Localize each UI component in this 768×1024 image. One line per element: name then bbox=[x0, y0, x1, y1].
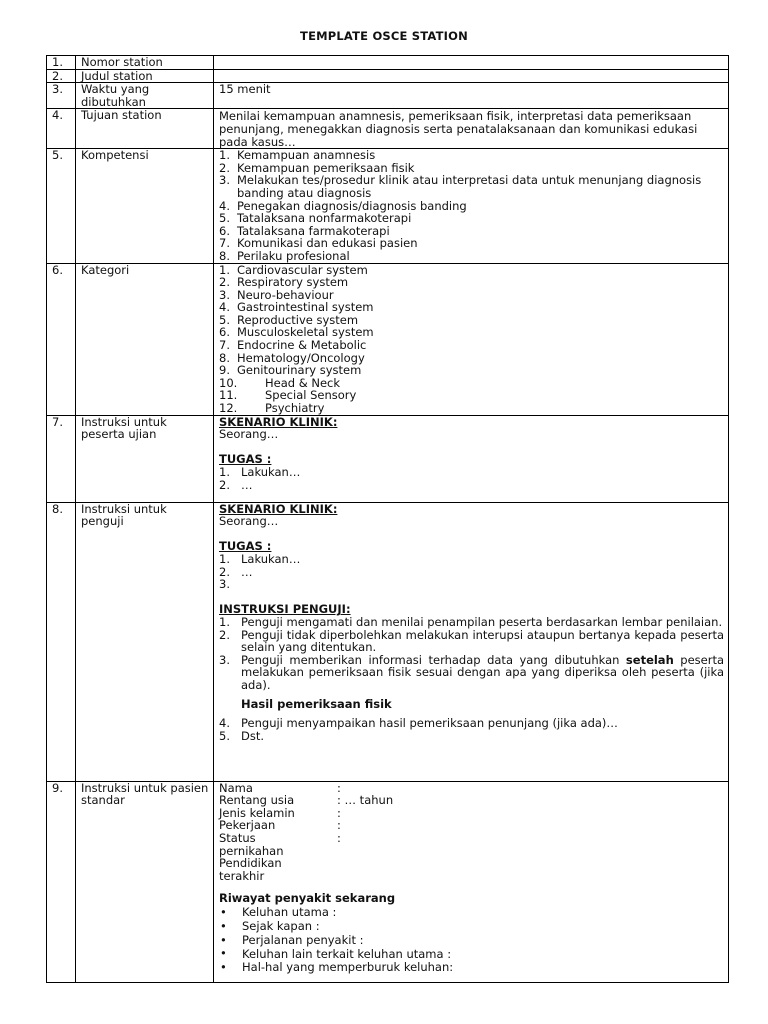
riwayat-list bbox=[219, 905, 724, 974]
field-rentang-usia: Rentang usia : … tahun bbox=[219, 793, 394, 808]
list-item: 4. Penegakan diagnosis/diagnosis banding bbox=[219, 198, 467, 213]
row-label: Waktu yang dibutuhkan bbox=[76, 83, 214, 109]
row-label: Tujuan station bbox=[76, 109, 214, 149]
list-item: 5. Dst. bbox=[219, 728, 265, 743]
list-item: 2. Kemampuan pemeriksaan fisik bbox=[219, 160, 415, 175]
row-value bbox=[214, 149, 729, 263]
row-number: 3. bbox=[47, 83, 76, 109]
row-value: 15 menit bbox=[214, 83, 729, 109]
tugas-list bbox=[219, 466, 724, 491]
field-pekerjaan: Pekerjaan : bbox=[219, 818, 341, 833]
list-item: • Keluhan lain terkait keluhan utama : bbox=[220, 946, 452, 961]
row-label: Judul station bbox=[76, 69, 214, 83]
table-row-instruksi-peserta bbox=[47, 415, 729, 502]
table-row-judul-station bbox=[47, 69, 729, 83]
list-item: 1. Penguji mengamati dan menilai penampilan peserta berdasarkan lembar penilaian. bbox=[219, 614, 723, 629]
skenario-text: Seorang… bbox=[219, 427, 279, 442]
list-item: • Hal-hal yang memperburuk keluhan: bbox=[220, 960, 454, 975]
row-number: 1. bbox=[47, 56, 76, 70]
kompetensi-list bbox=[219, 149, 724, 262]
list-item: 1. Lakukan… bbox=[219, 465, 301, 479]
list-item: • Keluhan utama : bbox=[220, 904, 337, 920]
row-number: 2. bbox=[47, 69, 76, 83]
list-item: 8. Hematology/Oncology bbox=[219, 350, 365, 365]
tugas-list bbox=[219, 553, 724, 591]
table-row-nomor-station bbox=[47, 56, 729, 70]
field-pendidikan: Pendidikan terakhir bbox=[219, 856, 282, 883]
list-item: 6. Tatalaksana farmakoterapi bbox=[219, 223, 390, 238]
table-row-instruksi-penguji bbox=[47, 502, 729, 781]
list-item: 11. Special Sensory bbox=[219, 388, 357, 403]
row-number: 4. bbox=[47, 109, 76, 149]
hasil-pemeriksaan-heading: Hasil pemeriksaan fisik bbox=[241, 696, 392, 711]
list-item: 2. … bbox=[219, 477, 253, 492]
document-title: TEMPLATE OSCE STATION bbox=[300, 29, 468, 43]
list-item: 5. Reproductive system bbox=[219, 312, 359, 327]
list-item: 3. bbox=[219, 577, 230, 592]
list-item: 8. Perilaku profesional bbox=[219, 248, 350, 263]
row-value bbox=[214, 781, 729, 982]
table-row-instruksi-pasien bbox=[47, 781, 729, 982]
row-number: 8. bbox=[47, 502, 76, 781]
instruksi-penguji-heading: INSTRUKSI PENGUJI: bbox=[219, 602, 351, 617]
list-item: 3. Melakukan tes/prosedur klinik atau interpretasi data untuk menunjang diagnosis banding atau diagnosis bbox=[219, 173, 702, 200]
row-label: Kategori bbox=[76, 263, 214, 415]
skenario-heading: SKENARIO KLINIK: bbox=[219, 501, 338, 516]
skenario-text: Seorang… bbox=[219, 514, 279, 529]
list-item: 4. Penguji menyampaikan hasil pemeriksaan penunjang (jika ada)… bbox=[219, 716, 618, 731]
row-number: 5. bbox=[47, 149, 76, 263]
row-number: 6. bbox=[47, 263, 76, 415]
row-value bbox=[214, 69, 729, 83]
row-value: Menilai kemampuan anamnesis, pemeriksaan fisik, interpretasi data pemeriksaan penunjang, menegakkan diagnosis serta penatalaksanaan dan komunikasi edukasi pada kasus… bbox=[214, 109, 729, 149]
osce-station-table bbox=[46, 55, 729, 983]
list-item: 7. Komunikasi dan edukasi pasien bbox=[219, 236, 418, 251]
list-item: 7. Endocrine & Metabolic bbox=[219, 338, 367, 353]
table-row-kategori bbox=[47, 263, 729, 415]
list-item: 2. … bbox=[219, 564, 253, 579]
table-row-kompetensi bbox=[47, 149, 729, 263]
list-item: • Sejak kapan : bbox=[220, 918, 320, 933]
field-jenis-kelamin: Jenis kelamin : bbox=[219, 805, 341, 820]
list-item: 5. Tatalaksana nonfarmakoterapi bbox=[219, 211, 412, 226]
list-item: 12. Psychiatry bbox=[219, 401, 325, 416]
list-item: 10. Head & Neck bbox=[219, 375, 341, 390]
field-nama: Nama : bbox=[219, 780, 341, 795]
field-status-pernikahan: Status pernikahan : bbox=[219, 831, 341, 858]
kategori-list bbox=[219, 264, 724, 415]
table-row-tujuan bbox=[47, 109, 729, 149]
list-item: 9. Genitourinary system bbox=[219, 363, 362, 378]
row-value bbox=[214, 415, 729, 502]
row-label: Kompetensi bbox=[76, 149, 214, 263]
tugas-heading: TUGAS : bbox=[219, 452, 272, 467]
row-label: Instruksi untuk peserta ujian bbox=[76, 415, 214, 502]
list-item: • Perjalanan penyakit : bbox=[220, 932, 364, 947]
row-label: Nomor station bbox=[76, 56, 214, 70]
list-item: 2. Penguji tidak diperbolehkan melakukan interupsi ataupun bertanya kepada peserta selain yang ditentukan. bbox=[219, 627, 724, 655]
table-row-waktu bbox=[47, 83, 729, 109]
row-number: 9. bbox=[47, 781, 76, 982]
row-number: 7. bbox=[47, 415, 76, 502]
list-item: 3. Neuro-behaviour bbox=[219, 287, 334, 302]
row-value bbox=[214, 263, 729, 415]
instruksi-penguji-list bbox=[219, 616, 724, 692]
list-item: 3. Penguji memberikan informasi terhadap data yang dibutuhkan setelah peserta melakukan pemeriksaan fisik sesuai dengan apa yang diperiksa oleh peserta (jika ada). bbox=[219, 652, 725, 692]
instruksi-penguji-list-continued bbox=[219, 717, 724, 742]
list-item: 4. Gastrointestinal system bbox=[219, 300, 374, 315]
row-label: Instruksi untuk penguji bbox=[76, 502, 214, 781]
list-item: 6. Musculoskeletal system bbox=[219, 325, 374, 340]
list-item: 1. Lakukan… bbox=[219, 552, 301, 566]
row-value bbox=[214, 502, 729, 781]
row-value bbox=[214, 56, 729, 70]
tugas-heading: TUGAS : bbox=[219, 539, 272, 554]
list-item: 1. Kemampuan anamnesis bbox=[219, 148, 376, 163]
list-item: 2. Respiratory system bbox=[219, 275, 349, 290]
skenario-heading: SKENARIO KLINIK: bbox=[219, 414, 338, 429]
riwayat-heading: Riwayat penyakit sekarang bbox=[219, 891, 396, 906]
list-item: 1. Cardiovascular system bbox=[219, 262, 368, 277]
row-label: Instruksi untuk pasien standar bbox=[76, 781, 214, 982]
